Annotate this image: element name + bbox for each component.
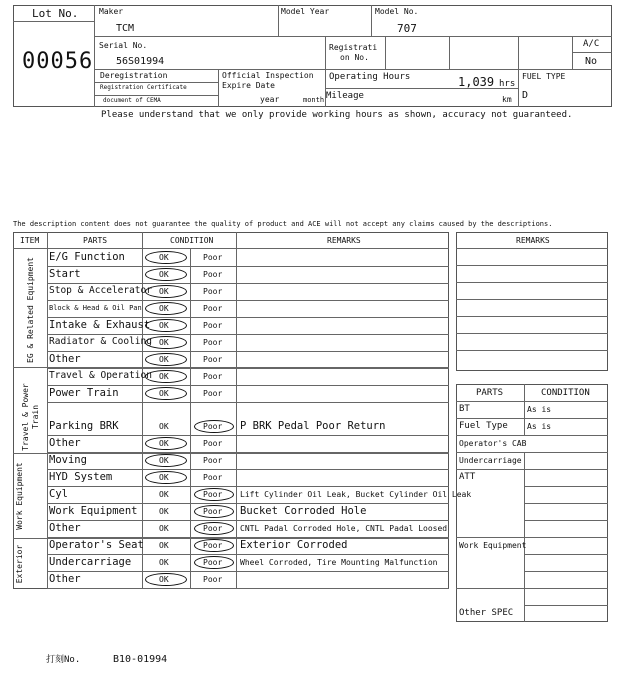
poor-option[interactable]: Poor <box>203 338 223 347</box>
remark-text: Lift Cylinder Oil Leak, Bucket Cylinder Oil Leak <box>240 490 472 499</box>
part-label: Undercarriage <box>49 556 132 568</box>
poor-option[interactable]: Poor <box>203 456 223 465</box>
poor-option[interactable]: Poor <box>203 321 223 330</box>
ok-option[interactable]: OK <box>159 473 169 482</box>
maker-label: Maker <box>99 7 124 16</box>
poor-option[interactable]: Poor <box>203 575 223 584</box>
ok-option[interactable]: OK <box>159 321 169 330</box>
poor-selected-circle <box>194 420 234 433</box>
ok-option[interactable]: OK <box>159 304 169 313</box>
right-other-spec-label: Other SPEC <box>459 608 514 618</box>
ok-selected-circle <box>145 302 187 315</box>
part-label: E/G Function <box>49 251 125 263</box>
ok-option[interactable]: OK <box>159 575 169 584</box>
right-fuel-type-label: Fuel Type <box>459 421 508 431</box>
model-no-value: 707 <box>397 22 417 35</box>
part-label: Cyl <box>49 488 68 500</box>
poor-option[interactable]: Poor <box>203 355 223 364</box>
group-travel-power-line1: Travel & Power <box>21 383 30 451</box>
right-bt-value: As is <box>527 405 552 414</box>
poor-selected-circle <box>194 488 234 501</box>
poor-selected-circle <box>194 522 234 535</box>
remark-row-line <box>456 248 608 249</box>
remark-row-line <box>456 299 608 300</box>
part-label: Moving <box>49 454 87 466</box>
ok-option[interactable]: OK <box>159 456 169 465</box>
ac-label: A/C <box>583 39 600 49</box>
part-label: Stop & Accelerator <box>49 285 152 296</box>
right-condition-header: CONDITION <box>541 388 590 398</box>
poor-option[interactable]: Poor <box>203 422 223 431</box>
registration-certificate-label: Registration Certificate <box>100 84 187 91</box>
ok-selected-circle <box>145 319 187 332</box>
ok-option[interactable]: OK <box>159 439 169 448</box>
poor-selected-circle <box>194 556 234 569</box>
group-travel-power-label <box>21 377 43 457</box>
right-work-equipment-label: Work Equipment <box>459 541 527 550</box>
part-label: Other <box>49 437 81 449</box>
ok-selected-circle <box>145 251 187 264</box>
right-remarks-header: REMARKS <box>516 236 550 245</box>
right-operators-cab-label: Operator's CAB <box>459 439 527 448</box>
ok-selected-circle <box>145 437 187 450</box>
ok-selected-circle <box>145 336 187 349</box>
remark-row-line <box>456 333 608 334</box>
part-label: HYD System <box>49 471 113 483</box>
right-att-label: ATT <box>459 472 476 482</box>
remark-text: CNTL Padal Corroded Hole, CNTL Padal Loosed <box>240 524 448 533</box>
right-bt-label: BT <box>459 404 470 414</box>
poor-option[interactable]: Poor <box>203 304 223 313</box>
stamp-value: B10-01994 <box>113 654 168 665</box>
remark-row-line <box>456 282 608 283</box>
poor-option[interactable]: Poor <box>203 270 223 279</box>
remark-text: Wheel Corroded, Tire Mounting Malfunction <box>240 558 438 567</box>
document-of-cema-label: document of CEMA <box>103 97 161 104</box>
deregistration-label: Deregistration <box>100 71 168 80</box>
ok-option[interactable]: OK <box>159 422 169 431</box>
ok-option[interactable]: OK <box>159 524 169 533</box>
poor-option[interactable]: Poor <box>203 372 223 381</box>
part-label: Radiator & Cooling <box>49 336 152 347</box>
ok-selected-circle <box>145 454 187 467</box>
model-year-label: Model Year <box>281 7 330 16</box>
ok-option[interactable]: OK <box>159 541 169 550</box>
ok-option[interactable]: OK <box>159 558 169 567</box>
hrs-label: hrs <box>499 79 516 89</box>
ok-option[interactable]: OK <box>159 287 169 296</box>
official-inspection-label: Official Inspection <box>222 71 314 80</box>
part-label: Operator's Seat <box>49 539 144 551</box>
ok-option[interactable]: OK <box>159 507 169 516</box>
registration-label-2: on No. <box>340 53 369 62</box>
col-item-header: ITEM <box>20 236 40 245</box>
part-label: Intake & Exhaust <box>49 319 151 331</box>
col-condition-header: CONDITION <box>170 236 214 245</box>
serial-no-label: Serial No. <box>99 41 148 50</box>
model-no-label: Model No. <box>375 7 419 16</box>
lot-no-label: Lot No. <box>32 7 79 20</box>
maker-value: TCM <box>116 23 135 34</box>
ok-option[interactable]: OK <box>159 372 169 381</box>
part-label: Other <box>49 573 81 585</box>
poor-option[interactable]: Poor <box>203 558 223 567</box>
col-remarks-header: REMARKS <box>327 236 361 245</box>
group-work-equipment-label: Work Equipment <box>15 462 24 530</box>
ok-selected-circle <box>145 471 187 484</box>
group-eg-related-label: EG & Related Equipment <box>26 257 35 363</box>
right-parts-header: PARTS <box>476 388 504 398</box>
poor-option[interactable]: Poor <box>203 490 223 499</box>
ac-value: No <box>585 56 598 67</box>
poor-option[interactable]: Poor <box>203 287 223 296</box>
remark-row-line <box>456 265 608 266</box>
right-undercarriage-label: Undercarriage <box>459 456 522 465</box>
ok-option[interactable]: OK <box>159 389 169 398</box>
poor-option[interactable]: Poor <box>203 524 223 533</box>
ok-option[interactable]: OK <box>159 253 169 262</box>
part-label: Other <box>49 353 81 365</box>
poor-option[interactable]: Poor <box>203 473 223 482</box>
ok-selected-circle <box>145 353 187 366</box>
remark-row-line <box>456 316 608 317</box>
col-parts-header: PARTS <box>83 236 108 245</box>
part-label: Other <box>49 522 81 534</box>
remark-text: Exterior Corroded <box>240 539 348 551</box>
right-fuel-type-value: As is <box>527 422 552 431</box>
stamp-label: 打刻No. <box>46 655 81 665</box>
ok-option[interactable]: OK <box>159 270 169 279</box>
remark-text: Bucket Corroded Hole <box>240 505 367 517</box>
remark-text: P BRK Pedal Poor Return <box>240 420 386 432</box>
operating-hours-label: Operating Hours <box>329 72 411 82</box>
part-label: Block & Head & Oil Pan <box>49 304 142 312</box>
poor-option[interactable]: Poor <box>203 253 223 262</box>
ok-option[interactable]: OK <box>159 490 169 499</box>
operating-hours-value: 1,039 <box>458 75 495 89</box>
fuel-type-label: FUEL TYPE <box>522 72 566 81</box>
ok-option[interactable]: OK <box>159 338 169 347</box>
fuel-type-value: D <box>522 90 529 101</box>
expire-date-label: Expire Date <box>222 81 275 90</box>
serial-no-value: 56S01994 <box>116 56 165 67</box>
ok-option[interactable]: OK <box>159 355 169 364</box>
poor-option[interactable]: Poor <box>203 439 223 448</box>
part-label: Start <box>49 268 81 280</box>
remark-row-line <box>456 350 608 351</box>
month-label: month <box>303 96 325 104</box>
poor-selected-circle <box>194 539 234 552</box>
ok-selected-circle <box>145 268 187 281</box>
mileage-label: Mileage <box>326 91 364 101</box>
poor-option[interactable]: Poor <box>203 541 223 550</box>
lot-no-value: 00056 <box>22 49 94 74</box>
part-label: Work Equipment <box>49 505 138 517</box>
part-label: Parking BRK <box>49 420 119 432</box>
poor-option[interactable]: Poor <box>203 507 223 516</box>
km-label: km <box>502 95 512 104</box>
part-label: Travel & Operation <box>49 370 152 381</box>
poor-selected-circle <box>194 505 234 518</box>
ok-selected-circle <box>145 573 187 586</box>
ok-selected-circle <box>145 285 187 298</box>
ok-selected-circle <box>145 387 187 400</box>
group-exterior-label: Exterior <box>15 544 24 584</box>
notice-text: Please understand that we only provide working hours as shown, accuracy not guaranteed. <box>101 110 573 120</box>
disclaimer-text: The description content does not guarantee the quality of product and ACE will not accept any claims caused by the descriptions. <box>13 220 553 228</box>
part-label: Power Train <box>49 387 119 399</box>
group-travel-power-line2: Train <box>31 404 40 430</box>
ok-selected-circle <box>145 370 187 383</box>
year-label: year <box>260 95 280 104</box>
poor-option[interactable]: Poor <box>203 389 223 398</box>
registration-label-1: Registrati <box>329 43 378 52</box>
